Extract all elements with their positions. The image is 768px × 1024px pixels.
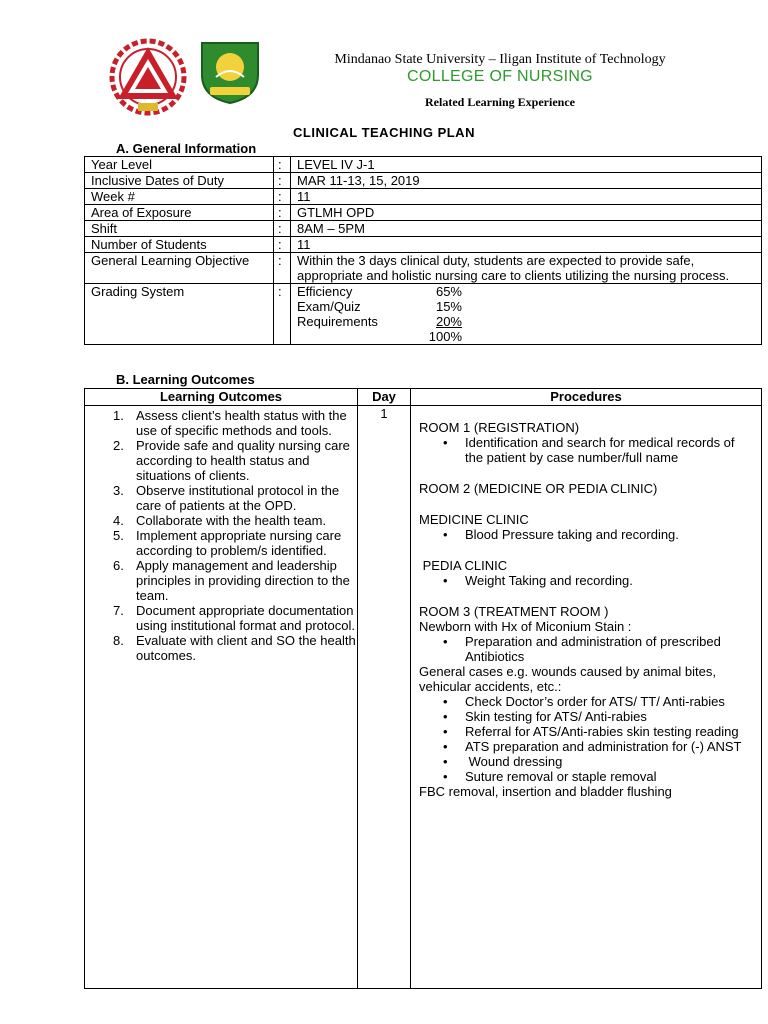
pedia-clinic-heading: PEDIA CLINIC <box>419 558 508 573</box>
grading-values <box>291 284 762 345</box>
row-separator: : <box>274 157 291 173</box>
list-item <box>85 603 357 633</box>
newborn-heading: Newborn with Hx of Miconium Stain : <box>419 619 632 634</box>
day-value: 1 <box>380 406 388 421</box>
item-text: Collaborate with the health team. <box>136 513 327 528</box>
grade-total-line <box>297 329 755 344</box>
list-item: • Weight Taking and recording. <box>419 573 753 588</box>
document-subtitle: Related Learning Experience <box>425 95 575 109</box>
item-number: 3. <box>113 483 124 498</box>
row-separator: : <box>274 237 291 253</box>
row-value: 11 <box>291 189 762 205</box>
day-cell <box>358 406 411 989</box>
table-row <box>85 284 762 345</box>
row-label: Shift <box>85 221 274 237</box>
section-b-heading: B. Learning Outcomes <box>116 372 255 387</box>
college-of-nursing-logo <box>196 37 264 105</box>
table-row <box>85 157 762 173</box>
item-text: Implement appropriate nursing care according to problem/s identified. <box>136 528 342 558</box>
fbc-line: FBC removal, insertion and bladder flushing <box>419 784 672 799</box>
item-text: Assess client’s health status with the use of specific methods and tools. <box>136 408 347 438</box>
list-item: • Suture removal or staple removal <box>419 769 753 784</box>
item-number: 1. <box>113 408 124 423</box>
list-item: • Skin testing for ATS/ Anti-rabies <box>419 709 753 724</box>
medicine-list <box>419 527 753 542</box>
list-item: • Referral for ATS/Anti-rabies skin testing reading <box>419 724 753 739</box>
table-row <box>85 237 762 253</box>
row-label: Week # <box>85 189 274 205</box>
row-value: Within the 3 days clinical duty, students are expected to provide safe, appropriate and holistic nursing care to clients utilizing the nursing process. <box>291 253 762 284</box>
row-value: MAR 11-13, 15, 2019 <box>291 173 762 189</box>
document-title: CLINICAL TEACHING PLAN <box>293 125 475 140</box>
item-number: 8. <box>113 633 124 648</box>
list-item <box>85 528 357 558</box>
item-number: 6. <box>113 558 124 573</box>
table-row <box>85 189 762 205</box>
row-value: 11 <box>291 237 762 253</box>
grade-value: 15% <box>435 299 462 314</box>
table-row <box>85 173 762 189</box>
row-separator: : <box>274 189 291 205</box>
general-cases-list <box>419 694 753 784</box>
table-row <box>85 253 762 284</box>
general-information-table <box>84 156 762 345</box>
room1-heading: ROOM 1 (REGISTRATION) <box>419 420 580 435</box>
list-item: • Blood Pressure taking and recording. <box>419 527 753 542</box>
list-item <box>85 408 357 438</box>
newborn-list <box>419 634 753 664</box>
item-text: Apply management and leadership principles in providing direction to the team. <box>136 558 350 603</box>
row-separator: : <box>274 284 291 345</box>
row-value: 8AM – 5PM <box>291 221 762 237</box>
section-a-heading: A. General Information <box>116 141 257 156</box>
outcomes-list <box>85 408 357 663</box>
row-label: Area of Exposure <box>85 205 274 221</box>
row-separator: : <box>274 205 291 221</box>
grade-line <box>297 299 755 314</box>
row-label: General Learning Objective <box>85 253 274 284</box>
list-item: • Identification and search for medical records of the patient by case number/full name <box>419 435 753 465</box>
msu-iit-logo <box>108 37 188 117</box>
grade-line <box>297 314 755 329</box>
row-value: LEVEL IV J-1 <box>291 157 762 173</box>
grade-total: 100% <box>428 329 462 344</box>
item-text: Provide safe and quality nursing care according to health status and situations of clients. <box>136 438 350 483</box>
row-label: Grading System <box>85 284 274 345</box>
grade-value: 20% <box>435 314 462 329</box>
table-header-row <box>85 389 762 406</box>
list-item: • ATS preparation and administration for (-) ANST <box>419 739 753 754</box>
list-item <box>85 438 357 483</box>
row-separator: : <box>274 173 291 189</box>
table-row <box>85 406 762 989</box>
general-cases-heading: General cases e.g. wounds caused by animal bites, vehicular accidents, etc.: <box>419 664 717 694</box>
room2-heading: ROOM 2 (MEDICINE OR PEDIA CLINIC) <box>419 481 658 496</box>
grade-value: 65% <box>435 284 462 299</box>
item-text: Document appropriate documentation using institutional format and protocol. <box>136 603 355 633</box>
row-separator: : <box>274 253 291 284</box>
learning-outcomes-table <box>84 388 762 989</box>
room1-list <box>419 435 753 465</box>
row-value: GTLMH OPD <box>291 205 762 221</box>
table-row <box>85 205 762 221</box>
item-number: 4. <box>113 513 124 528</box>
list-item: • Preparation and administration of prescribed Antibiotics <box>419 634 753 664</box>
column-header: Procedures <box>411 389 762 406</box>
list-item <box>85 558 357 603</box>
medicine-clinic-heading: MEDICINE CLINIC <box>419 512 529 527</box>
room3-heading: ROOM 3 (TREATMENT ROOM ) <box>419 604 609 619</box>
list-item <box>85 513 357 528</box>
list-item: • Wound dressing <box>419 754 753 769</box>
grade-name: Requirements <box>297 314 378 329</box>
grade-line <box>297 284 755 299</box>
pedia-list <box>419 573 753 588</box>
item-number: 7. <box>113 603 124 618</box>
college-name: COLLEGE OF NURSING <box>407 68 593 85</box>
row-label: Year Level <box>85 157 274 173</box>
spacer <box>297 329 407 344</box>
outcomes-cell <box>85 406 358 989</box>
row-label: Inclusive Dates of Duty <box>85 173 274 189</box>
grade-name: Exam/Quiz <box>297 299 361 314</box>
row-label: Number of Students <box>85 237 274 253</box>
item-number: 5. <box>113 528 124 543</box>
procedures-cell <box>411 406 762 989</box>
list-item <box>85 483 357 513</box>
item-text: Observe institutional protocol in the care of patients at the OPD. <box>136 483 340 513</box>
grade-name: Efficiency <box>297 284 353 299</box>
column-header: Day <box>358 389 411 406</box>
column-header: Learning Outcomes <box>85 389 358 406</box>
table-row <box>85 221 762 237</box>
row-separator: : <box>274 221 291 237</box>
list-item: • Check Doctor’s order for ATS/ TT/ Anti-rabies <box>419 694 753 709</box>
item-number: 2. <box>113 438 124 453</box>
list-item <box>85 633 357 663</box>
item-text: Evaluate with client and SO the health outcomes. <box>136 633 356 663</box>
university-name: Mindanao State University – Iligan Institute of Technology <box>334 52 666 67</box>
